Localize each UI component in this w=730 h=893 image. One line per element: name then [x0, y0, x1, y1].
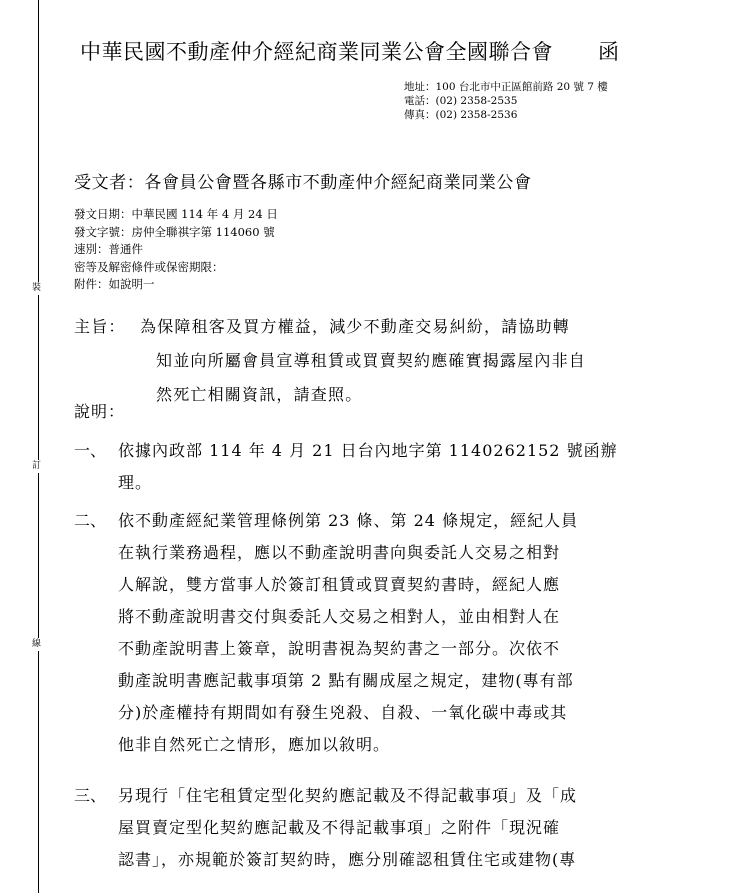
subject-line: 為保障租客及買方權益，減少不動產交易糾紛，請協助轉: [140, 317, 571, 336]
item-line: 理。: [118, 473, 153, 492]
binding-mark-zhuang: 裝: [32, 283, 42, 293]
item-line: 依不動產經紀業管理條例第 23 條、第 24 條規定，經紀人員: [118, 511, 579, 530]
item-line: 屋買賣定型化契約應記載及不得記載事項」之附件「現況確: [118, 818, 561, 837]
issue-number: 發文字號：房仲全聯祺字第 114060 號: [74, 224, 275, 239]
item-line: 另現行「住宅租賃定型化契約應記載及不得記載事項」及「成: [118, 786, 578, 805]
explanation-label: 說明：: [74, 402, 126, 421]
item-line: 動產說明書應記載事項第 2 點有關成屋之規定，建物(專有部: [118, 671, 574, 690]
attachment-line: 附件：如說明一: [74, 277, 155, 291]
item-number: 三、: [74, 786, 107, 805]
security-level: 密等及解密條件或保密期限：: [74, 259, 224, 274]
speed-class: 速別：普通件: [74, 242, 143, 256]
item-body: [118, 780, 678, 876]
issue-date: 發文日期：中華民國 114 年 4 月 24 日: [74, 207, 278, 221]
item-body: [118, 435, 678, 499]
document-type: 函: [598, 40, 619, 64]
fax-line: 傳真：(02) 2358-2536: [404, 109, 518, 121]
item-body: [118, 505, 678, 761]
binding-line: [38, 0, 39, 893]
binding-mark-xian: 線: [32, 639, 42, 649]
subject-line: 知並向所屬會員宣導租賃或買賣契約應確實揭露屋內非自: [156, 351, 587, 370]
address-line: 地址：100 台北市中正區館前路 20 號 7 樓: [404, 81, 608, 93]
contact-info: [404, 80, 608, 122]
subject-line: 然死亡相關資訊，請查照。: [156, 385, 363, 404]
item-line: 人解說，雙方當事人於簽訂租賃或買賣契約書時，經紀人應: [118, 575, 561, 594]
binding-mark-ding: 訂: [32, 461, 42, 471]
item-line: 認書」，亦規範於簽訂契約時，應分別確認租賃住宅或建物(專: [118, 850, 577, 869]
item-line: 在執行業務過程，應以不動產說明書向與委託人交易之相對: [118, 543, 561, 562]
phone-line: 電話：(02) 2358-2535: [404, 95, 518, 107]
item-number: 二、: [74, 511, 107, 530]
recipient-line: 受文者：各會員公會暨各縣市不動產仲介經紀商業同業公會: [74, 173, 532, 193]
document-meta: [74, 206, 278, 294]
item-number: 一、: [74, 441, 107, 460]
item-line: 將不動產說明書交付與委託人交易之相對人，並由相對人在: [118, 607, 561, 626]
item-line: 不動產說明書上簽章，說明書視為契約書之一部分。次依不: [118, 639, 561, 658]
subject-label: 主旨：: [74, 317, 126, 336]
organization-title: 中華民國不動產仲介經紀商業同業公會全國聯合會: [80, 40, 553, 64]
item-line: 他非自然死亡之情形，應加以敘明。: [118, 735, 391, 754]
item-line: 依據內政部 114 年 4 月 21 日台內地字第 1140262152 號函辦: [118, 441, 618, 460]
item-line: 分)於產權持有期間如有發生兇殺、自殺、一氧化碳中毒或其: [118, 703, 568, 722]
subject-text: [140, 310, 660, 412]
